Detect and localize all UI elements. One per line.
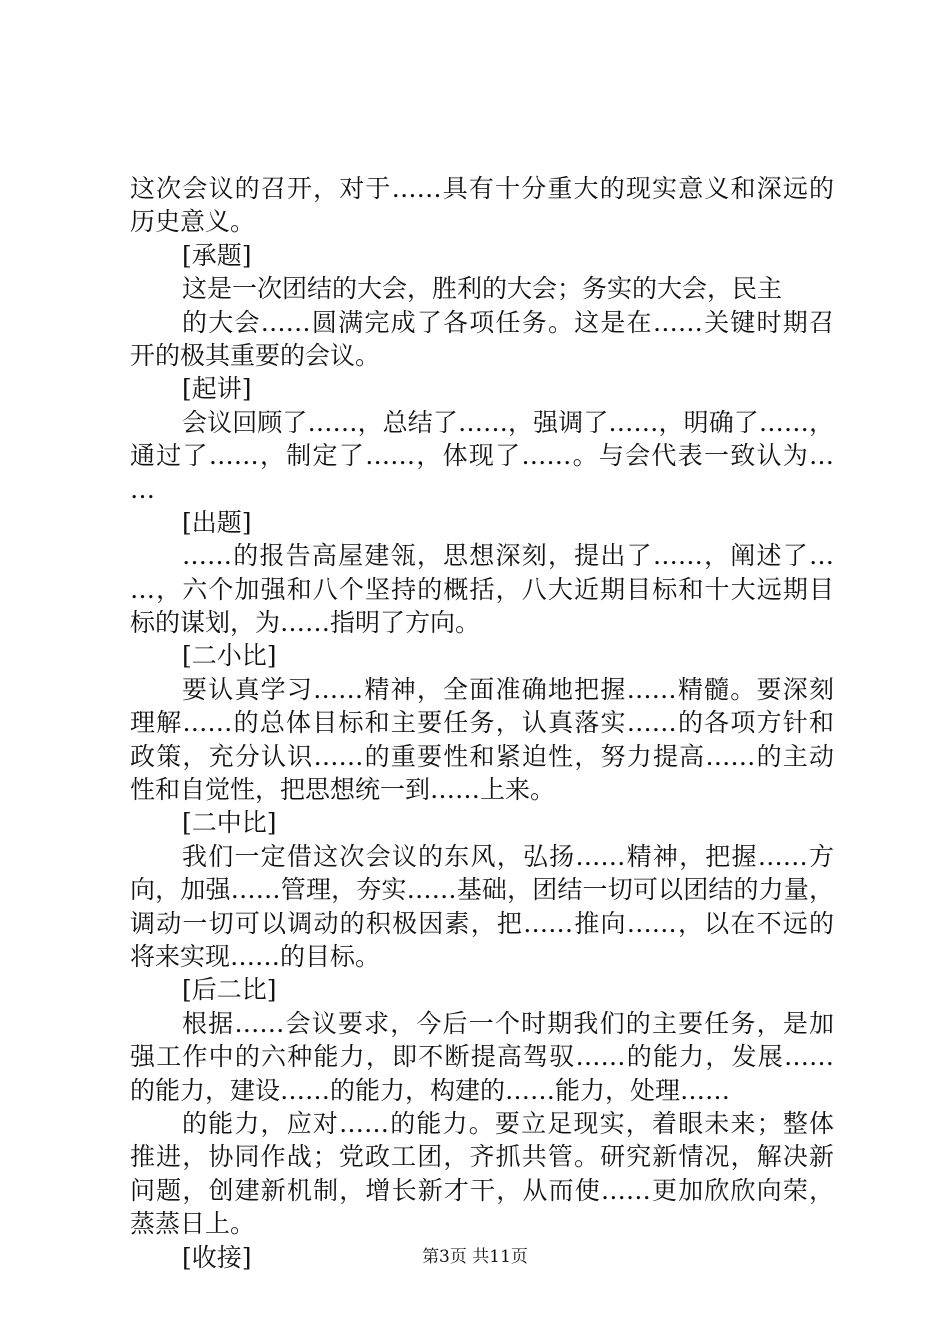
text-line: [起讲] bbox=[182, 374, 252, 404]
text-line: 的能力，建设……的能力，构建的……能力，处理…… bbox=[130, 1075, 731, 1105]
text-line: 的大会……圆满完成了各项任务。这是在……关键时期召 bbox=[182, 307, 834, 337]
text-line: 性和自觉性，把思想统一到……上来。 bbox=[130, 775, 556, 805]
text-line: 蒸蒸日上。 bbox=[130, 1209, 256, 1239]
text-line: [二小比] bbox=[182, 641, 277, 671]
text-line: 历史意义。 bbox=[130, 207, 256, 237]
text-line: 强工作中的六种能力，即不断提高驾驭……的能力，发展…… bbox=[130, 1042, 834, 1072]
text-line: [二中比] bbox=[182, 808, 277, 838]
text-line: 问题，创建新机制，增长新才干，从而使……更加欣欣向荣， bbox=[130, 1175, 834, 1205]
text-line: 推进，协同作战；党政工团，齐抓共管。研究新情况，解决新 bbox=[130, 1142, 834, 1172]
text-line: …，六个加强和八个坚持的概括，八大近期目标和十大远期目 bbox=[130, 574, 834, 604]
text-line: [收接] bbox=[182, 1242, 252, 1272]
document-body bbox=[130, 172, 834, 1274]
text-line: 的能力，应对……的能力。要立足现实，着眼未来；整体 bbox=[182, 1108, 834, 1138]
text-line: 根据……会议要求，今后一个时期我们的主要任务，是加 bbox=[182, 1008, 834, 1038]
text-line: 要认真学习……精神，全面准确地把握……精髓。要深刻 bbox=[182, 674, 834, 704]
text-line: 向，加强……管理，夯实……基础，团结一切可以团结的力量， bbox=[130, 875, 834, 905]
page-number-label: 第3页 共11页 bbox=[422, 1247, 528, 1267]
text-line: 将来实现……的目标。 bbox=[130, 941, 381, 971]
text-line: 开的极其重要的会议。 bbox=[130, 340, 381, 370]
text-line: 通过了……，制定了……，体现了……。与会代表一致认为… bbox=[130, 441, 834, 471]
text-line: [后二比] bbox=[182, 975, 277, 1005]
text-line: 这次会议的召开，对于……具有十分重大的现实意义和深远的 bbox=[130, 174, 834, 203]
text-line: [出题] bbox=[182, 507, 252, 537]
text-line: [承题] bbox=[182, 240, 252, 270]
text-line: 这是一次团结的大会，胜利的大会；务实的大会，民主 bbox=[182, 274, 783, 304]
text-line: 调动一切可以调动的积极因素，把……推向……，以在不远的 bbox=[130, 908, 834, 938]
text-line: 会议回顾了……，总结了……，强调了……，明确了……， bbox=[182, 407, 834, 437]
text-line: ……的报告高屋建瓴，思想深刻，提出了……，阐述了… bbox=[182, 541, 834, 571]
text-line: 政策，充分认识……的重要性和紧迫性，努力提高……的主动 bbox=[130, 741, 834, 771]
text-line: 我们一定借这次会议的东风，弘扬……精神，把握……方 bbox=[182, 841, 834, 871]
text-line: 标的谋划，为……指明了方向。 bbox=[130, 608, 481, 638]
text-line: … bbox=[130, 474, 155, 504]
text-line: 理解……的总体目标和主要任务，认真落实……的各项方针和 bbox=[130, 708, 834, 738]
page-footer bbox=[0, 1242, 950, 1267]
